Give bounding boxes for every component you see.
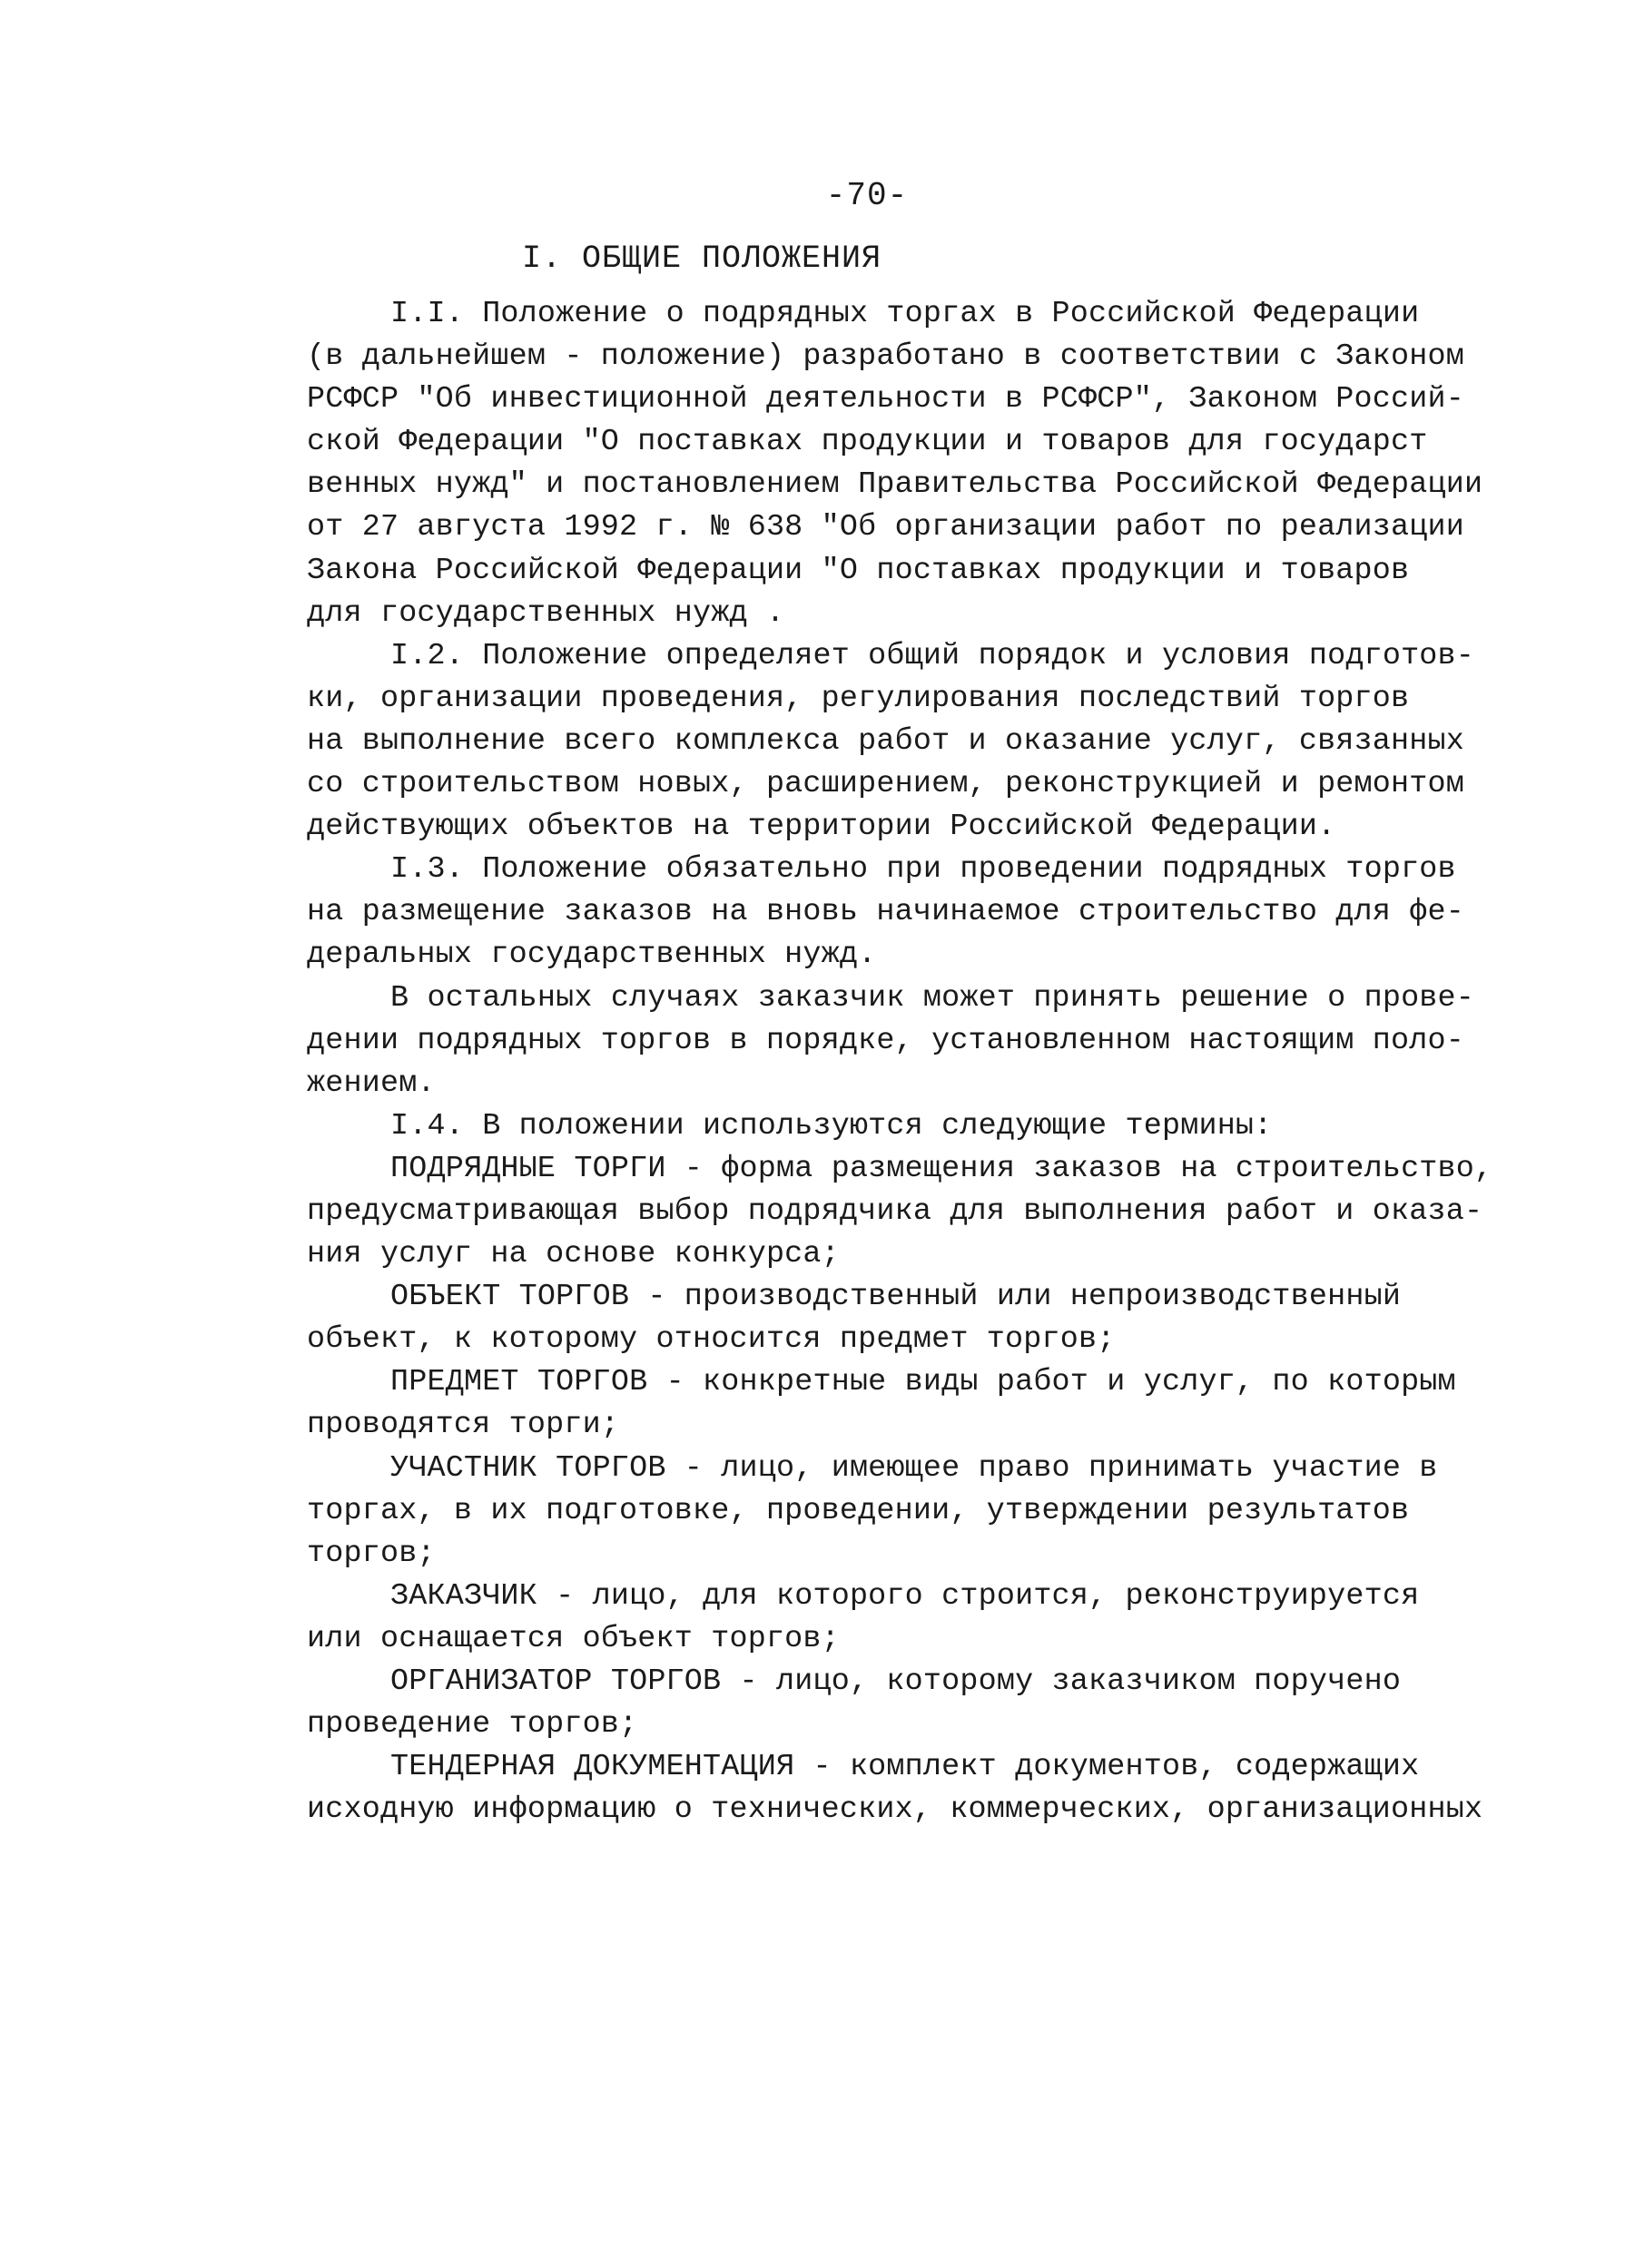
text-line: ния услуг на основе конкурса; bbox=[307, 1237, 840, 1272]
text-line: торгах, в их подготовке, проведении, утверждении результатов bbox=[307, 1493, 1410, 1528]
text-line: жением. bbox=[307, 1065, 436, 1101]
text-line: на размещение заказов на вновь начинаемое строительство для фе- bbox=[307, 895, 1464, 930]
text-line: ЗАКАЗЧИК - лицо, для которого строится, реконструируется bbox=[390, 1578, 1420, 1614]
text-line: действующих объектов на территории Российской Федерации. bbox=[307, 810, 1336, 845]
text-line: исходную информацию о технических, коммерческих, организационных bbox=[307, 1792, 1483, 1828]
text-line: ской Федерации "О поставках продукции и товаров для государст bbox=[307, 425, 1428, 460]
text-line: I.4. В положении используются следующие термины: bbox=[390, 1108, 1273, 1144]
text-line: венных нужд" и постановлением Правительства Российской Федерации bbox=[307, 467, 1483, 503]
text-line: ПРЕДМЕТ ТОРГОВ - конкретные виды работ и услуг, по которым bbox=[390, 1365, 1456, 1400]
section-title: I. ОБЩИЕ ПОЛОЖЕНИЯ bbox=[522, 241, 882, 277]
text-line: УЧАСТНИК ТОРГОВ - лицо, имеющее право принимать участие в bbox=[390, 1450, 1438, 1486]
body-text bbox=[307, 293, 1493, 1831]
text-line: предусматривающая выбор подрядчика для выполнения работ и оказа- bbox=[307, 1193, 1483, 1229]
text-line: проводятся торги; bbox=[307, 1408, 620, 1443]
text-line: для государственных нужд . bbox=[307, 595, 785, 631]
text-line: дении подрядных торгов в порядке, установленном настоящим поло- bbox=[307, 1023, 1464, 1058]
text-line: Закона Российской Федерации "О поставках продукции и товаров bbox=[307, 553, 1410, 588]
text-line: деральных государственных нужд. bbox=[307, 938, 877, 973]
text-line: от 27 августа 1992 г. № 638 "Об организации работ по реализации bbox=[307, 510, 1464, 545]
text-line: I.2. Положение определяет общий порядок и условия подготов- bbox=[390, 638, 1475, 673]
text-line: ки, организации проведения, регулирования последствий торгов bbox=[307, 681, 1410, 716]
text-line: или оснащается объект торгов; bbox=[307, 1621, 840, 1656]
text-line: (в дальнейшем - положение) разработано в соответствии с Законом bbox=[307, 339, 1464, 375]
text-line: ТЕНДЕРНАЯ ДОКУМЕНТАЦИЯ - комплект документов, содержащих bbox=[390, 1750, 1420, 1785]
text-line: ОБЪЕКТ ТОРГОВ - производственный или непроизводственный bbox=[390, 1280, 1402, 1315]
text-line: ПОДРЯДНЫЕ ТОРГИ - форма размещения заказов на строительство, bbox=[390, 1151, 1493, 1186]
text-line: ОРГАНИЗАТОР ТОРГОВ - лицо, которому заказчиком поручено bbox=[390, 1664, 1402, 1699]
text-line: на выполнение всего комплекса работ и оказание услуг, связанных bbox=[307, 723, 1464, 759]
text-line: объект, к которому относится предмет торгов; bbox=[307, 1322, 1116, 1358]
page-number: -70- bbox=[825, 177, 909, 214]
text-line: I.3. Положение обязательно при проведении подрядных торгов bbox=[390, 852, 1456, 888]
text-line: торгов; bbox=[307, 1536, 436, 1571]
text-line: со строительством новых, расширением, реконструкцией и ремонтом bbox=[307, 767, 1464, 802]
text-line: В остальных случаях заказчик может принять решение о прове- bbox=[390, 980, 1475, 1016]
text-line: проведение торгов; bbox=[307, 1707, 638, 1743]
text-line: РСФСР "Об инвестиционной деятельности в РСФСР", Законом Россий- bbox=[307, 382, 1464, 417]
text-line: I.I. Положение о подрядных торгах в Российской Федерации bbox=[390, 297, 1420, 331]
